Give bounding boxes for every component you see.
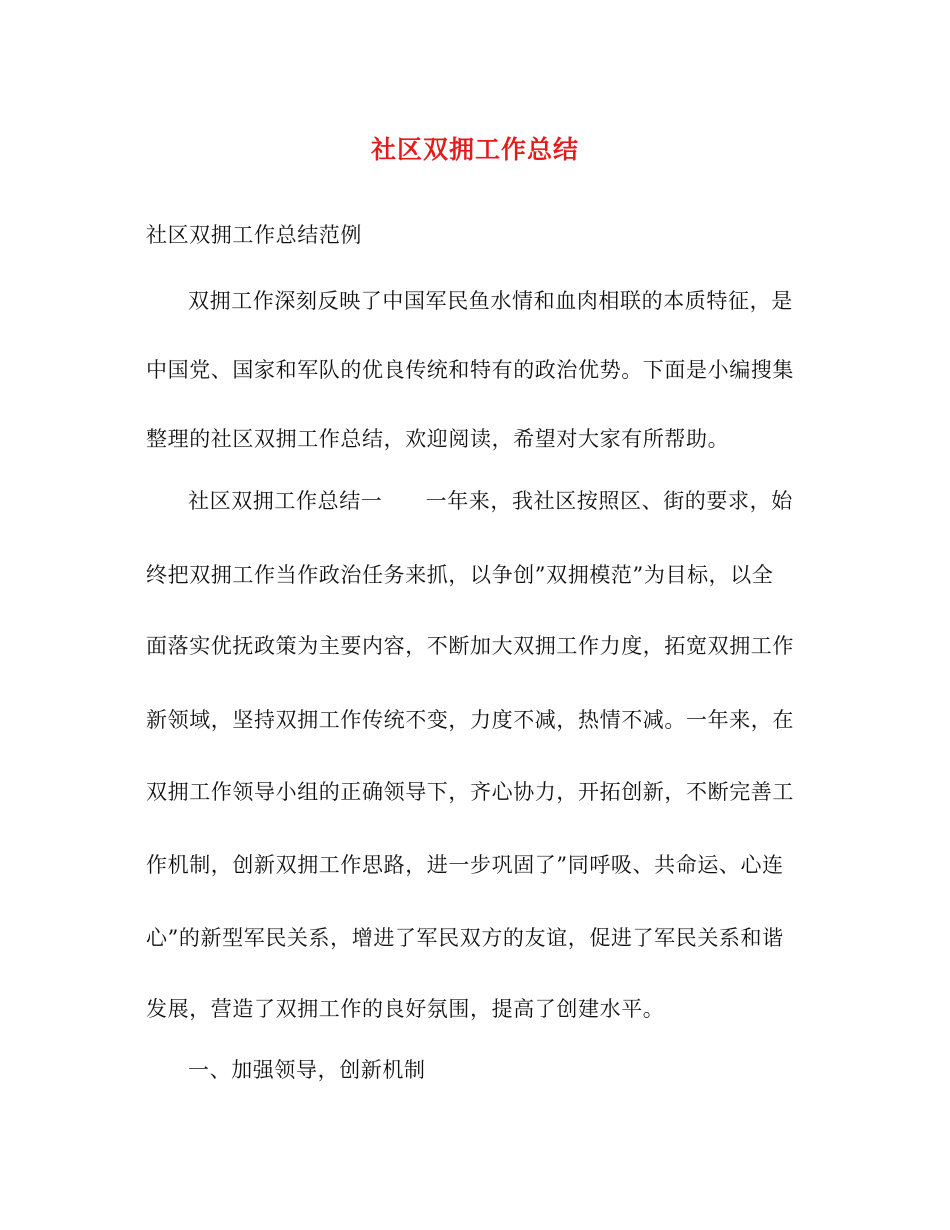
paragraph-line: 双拥工作深刻反映了中国军民鱼水情和血肉相联的本质特征，是 [188, 289, 793, 313]
paragraph-line: 终把双拥工作当作政治任务来抓，以争创”双拥模范”为目标，以全 [146, 563, 774, 587]
paragraph-line: 作机制，创新双拥工作思路，进一步巩固了”同呼吸、共命运、心连 [146, 853, 784, 877]
document-subtitle: 社区双拥工作总结范例 [146, 223, 362, 247]
paragraph-line: 发展，营造了双拥工作的良好氛围，提高了创建水平。 [146, 997, 665, 1021]
paragraph-line: 双拥工作领导小组的正确领导下，齐心协力，开拓创新，不断完善工 [146, 780, 794, 804]
paragraph-line: 社区双拥工作总结一 一年来，我社区按照区、街的要求，始 [188, 489, 793, 513]
section-heading: 一、加强领导，创新机制 [188, 1058, 426, 1082]
paragraph-line: 整理的社区双拥工作总结，欢迎阅读，希望对大家有所帮助。 [146, 427, 730, 451]
paragraph-line: 中国党、国家和军队的优良传统和特有的政治优势。下面是小编搜集 [146, 358, 794, 382]
paragraph-line: 面落实优抚政策为主要内容，不断加大双拥工作力度，拓宽双拥工作 [146, 634, 794, 658]
document-title: 社区双拥工作总结 [370, 135, 579, 164]
paragraph-line: 新领域，坚持双拥工作传统不变，力度不减，热情不减。一年来，在 [146, 708, 794, 732]
paragraph-line: 心”的新型军民关系，增进了军民双方的友谊，促进了军民关系和谐 [146, 926, 784, 950]
